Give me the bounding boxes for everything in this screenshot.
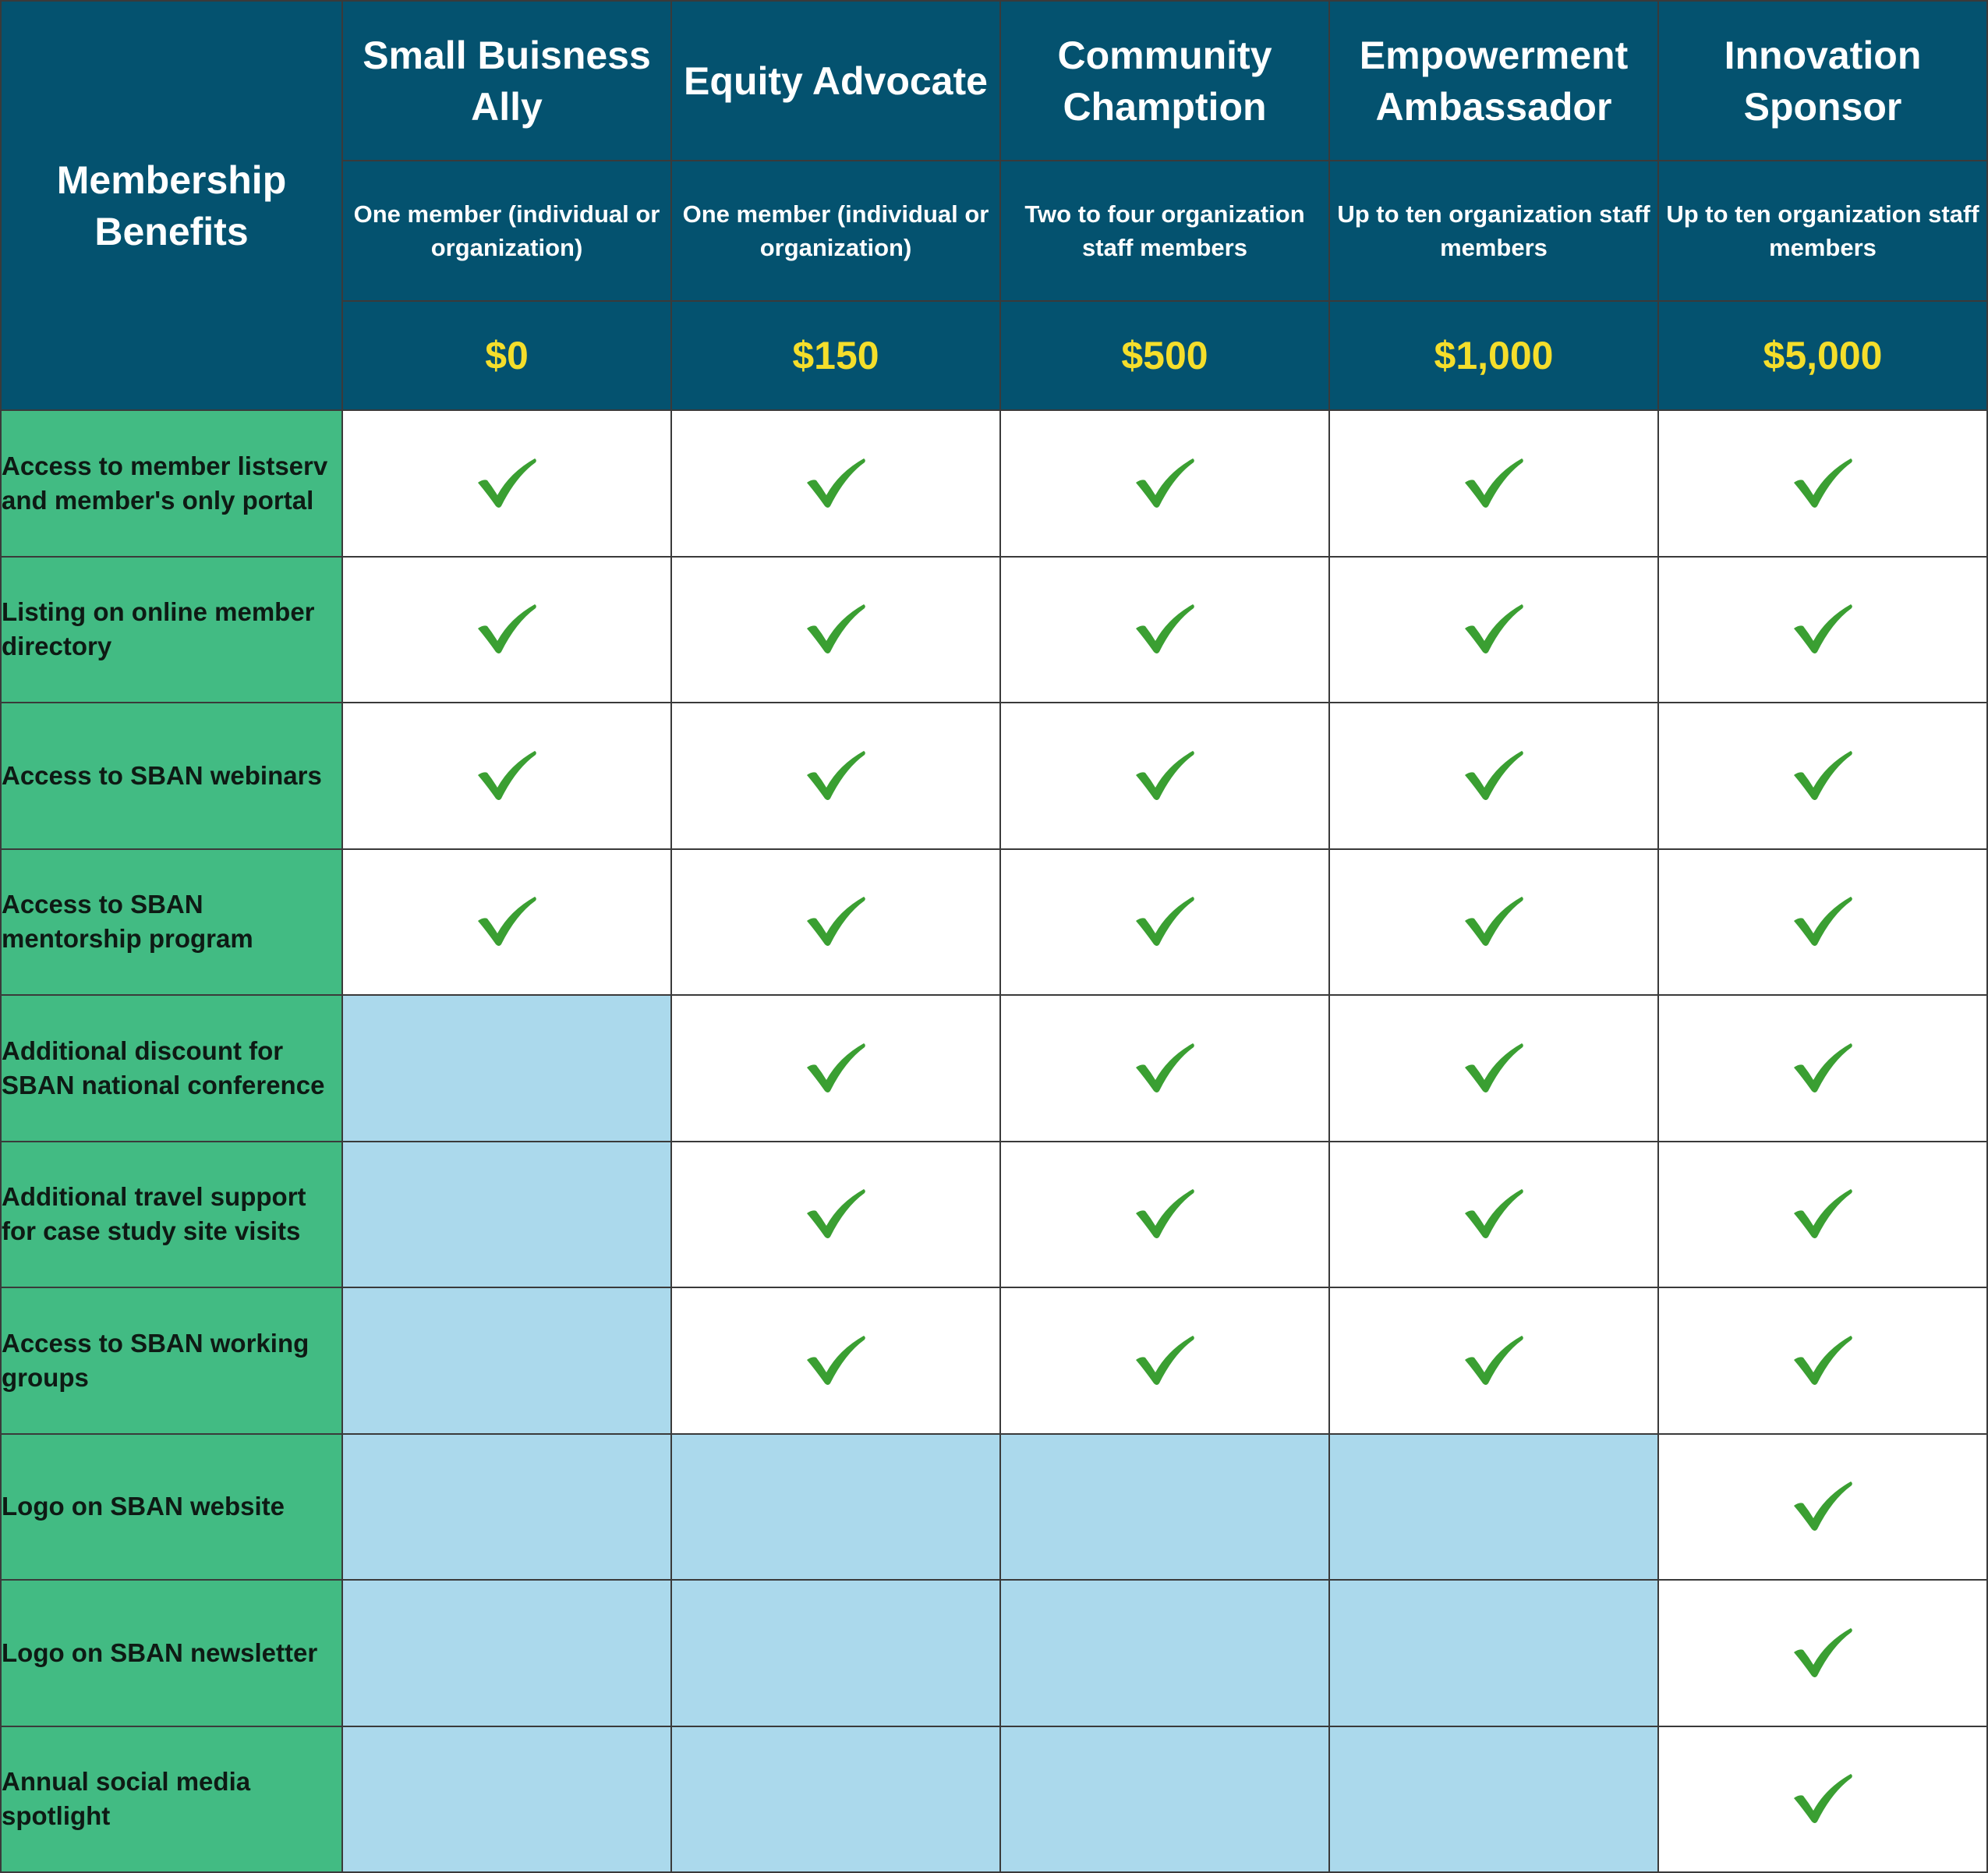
checkmark-icon xyxy=(1792,1333,1854,1388)
benefit-included-cell xyxy=(1329,1142,1658,1288)
benefit-label: Additional discount for SBAN national conference xyxy=(1,995,342,1142)
benefit-not-included-cell xyxy=(671,1726,1000,1873)
membership-benefits-title: Membership Benefits xyxy=(1,1,342,410)
benefit-label: Access to SBAN mentorship program xyxy=(1,849,342,996)
checkmark-icon xyxy=(805,1187,867,1241)
benefit-included-cell xyxy=(671,1287,1000,1434)
benefit-included-cell xyxy=(671,703,1000,849)
benefit-included-cell xyxy=(1000,557,1329,703)
benefit-included-cell xyxy=(1000,849,1329,996)
checkmark-icon xyxy=(1134,749,1196,803)
benefit-row xyxy=(1,995,1987,1142)
checkmark-icon xyxy=(1134,1187,1196,1241)
benefit-row xyxy=(1,1434,1987,1581)
benefit-row xyxy=(1,1726,1987,1873)
benefit-included-cell xyxy=(1658,1142,1987,1288)
checkmark-icon xyxy=(1792,749,1854,803)
benefit-not-included-cell xyxy=(1000,1580,1329,1726)
benefit-label: Additional travel support for case study site visits xyxy=(1,1142,342,1288)
benefit-included-cell xyxy=(671,849,1000,996)
benefit-label: Logo on SBAN newsletter xyxy=(1,1580,342,1726)
benefit-not-included-cell xyxy=(1000,1726,1329,1873)
benefit-included-cell xyxy=(1329,410,1658,557)
checkmark-icon xyxy=(476,749,538,803)
benefit-included-cell xyxy=(1329,703,1658,849)
checkmark-icon xyxy=(1792,602,1854,657)
benefit-label: Listing on online member directory xyxy=(1,557,342,703)
checkmark-icon xyxy=(805,602,867,657)
benefit-not-included-cell xyxy=(1329,1434,1658,1581)
checkmark-icon xyxy=(1134,894,1196,949)
benefit-not-included-cell xyxy=(1329,1726,1658,1873)
benefit-not-included-cell xyxy=(342,1142,671,1288)
checkmark-icon xyxy=(805,749,867,803)
benefit-included-cell xyxy=(1000,703,1329,849)
benefit-included-cell xyxy=(342,410,671,557)
benefit-not-included-cell xyxy=(342,1287,671,1434)
benefit-included-cell xyxy=(1658,995,1987,1142)
checkmark-icon xyxy=(476,456,538,511)
checkmark-icon xyxy=(1792,1772,1854,1826)
benefit-row xyxy=(1,1142,1987,1288)
benefit-label: Annual social media spotlight xyxy=(1,1726,342,1873)
checkmark-icon xyxy=(1134,1041,1196,1096)
checkmark-icon xyxy=(1134,1333,1196,1388)
benefit-not-included-cell xyxy=(671,1580,1000,1726)
benefit-included-cell xyxy=(671,557,1000,703)
benefit-included-cell xyxy=(1658,1580,1987,1726)
benefit-not-included-cell xyxy=(671,1434,1000,1581)
benefit-not-included-cell xyxy=(342,1434,671,1581)
benefit-row xyxy=(1,410,1987,557)
benefit-row xyxy=(1,1287,1987,1434)
checkmark-icon xyxy=(805,1041,867,1096)
benefit-included-cell xyxy=(1000,1287,1329,1434)
tier-name: Equity Advocate xyxy=(671,1,1000,161)
checkmark-icon xyxy=(1463,456,1525,511)
tier-description: One member (individual or organization) xyxy=(671,161,1000,301)
tier-description: Up to ten organization staff members xyxy=(1658,161,1987,301)
checkmark-icon xyxy=(805,1333,867,1388)
benefit-not-included-cell xyxy=(1000,1434,1329,1581)
checkmark-icon xyxy=(805,456,867,511)
benefit-row xyxy=(1,557,1987,703)
tier-price: $150 xyxy=(671,301,1000,410)
benefit-row xyxy=(1,703,1987,849)
benefit-included-cell xyxy=(1658,1434,1987,1581)
tier-price: $0 xyxy=(342,301,671,410)
benefit-included-cell xyxy=(1658,849,1987,996)
benefit-included-cell xyxy=(671,1142,1000,1288)
benefit-included-cell xyxy=(1000,1142,1329,1288)
benefit-included-cell xyxy=(1658,703,1987,849)
benefit-included-cell xyxy=(1658,1287,1987,1434)
benefit-label: Logo on SBAN website xyxy=(1,1434,342,1581)
benefit-included-cell xyxy=(1329,849,1658,996)
tier-name: Innovation Sponsor xyxy=(1658,1,1987,161)
checkmark-icon xyxy=(1463,1187,1525,1241)
benefit-not-included-cell xyxy=(342,1726,671,1873)
benefit-label: Access to SBAN webinars xyxy=(1,703,342,849)
tier-name: Empowerment Ambassador xyxy=(1329,1,1658,161)
benefit-included-cell xyxy=(342,849,671,996)
checkmark-icon xyxy=(1792,1187,1854,1241)
checkmark-icon xyxy=(1792,894,1854,949)
checkmark-icon xyxy=(1134,602,1196,657)
tier-description: Up to ten organization staff members xyxy=(1329,161,1658,301)
checkmark-icon xyxy=(1792,456,1854,511)
tier-price: $1,000 xyxy=(1329,301,1658,410)
benefit-included-cell xyxy=(1000,995,1329,1142)
checkmark-icon xyxy=(476,602,538,657)
checkmark-icon xyxy=(1134,456,1196,511)
benefit-row xyxy=(1,1580,1987,1726)
checkmark-icon xyxy=(1792,1626,1854,1680)
benefit-included-cell xyxy=(1000,410,1329,557)
checkmark-icon xyxy=(1463,894,1525,949)
benefit-included-cell xyxy=(342,703,671,849)
tier-description: One member (individual or organization) xyxy=(342,161,671,301)
benefit-label: Access to SBAN working groups xyxy=(1,1287,342,1434)
benefit-not-included-cell xyxy=(342,1580,671,1726)
tier-price: $500 xyxy=(1000,301,1329,410)
benefit-label: Access to member listserv and member's only portal xyxy=(1,410,342,557)
checkmark-icon xyxy=(476,894,538,949)
benefit-not-included-cell xyxy=(342,995,671,1142)
tier-price: $5,000 xyxy=(1658,301,1987,410)
benefit-included-cell xyxy=(1658,410,1987,557)
checkmark-icon xyxy=(1792,1041,1854,1096)
checkmark-icon xyxy=(805,894,867,949)
benefit-included-cell xyxy=(1658,1726,1987,1873)
benefit-included-cell xyxy=(1329,1287,1658,1434)
checkmark-icon xyxy=(1463,749,1525,803)
benefit-rows xyxy=(1,410,1987,1872)
benefit-row xyxy=(1,849,1987,996)
checkmark-icon xyxy=(1463,1041,1525,1096)
benefit-not-included-cell xyxy=(1329,1580,1658,1726)
checkmark-icon xyxy=(1792,1479,1854,1534)
checkmark-icon xyxy=(1463,1333,1525,1388)
tier-name: Small Buisness Ally xyxy=(342,1,671,161)
benefit-included-cell xyxy=(342,557,671,703)
checkmark-icon xyxy=(1463,602,1525,657)
benefit-included-cell xyxy=(1329,557,1658,703)
tier-name: Community Chamption xyxy=(1000,1,1329,161)
benefit-included-cell xyxy=(1329,995,1658,1142)
benefit-included-cell xyxy=(1658,557,1987,703)
tier-description: Two to four organization staff members xyxy=(1000,161,1329,301)
benefit-included-cell xyxy=(671,995,1000,1142)
benefit-included-cell xyxy=(671,410,1000,557)
